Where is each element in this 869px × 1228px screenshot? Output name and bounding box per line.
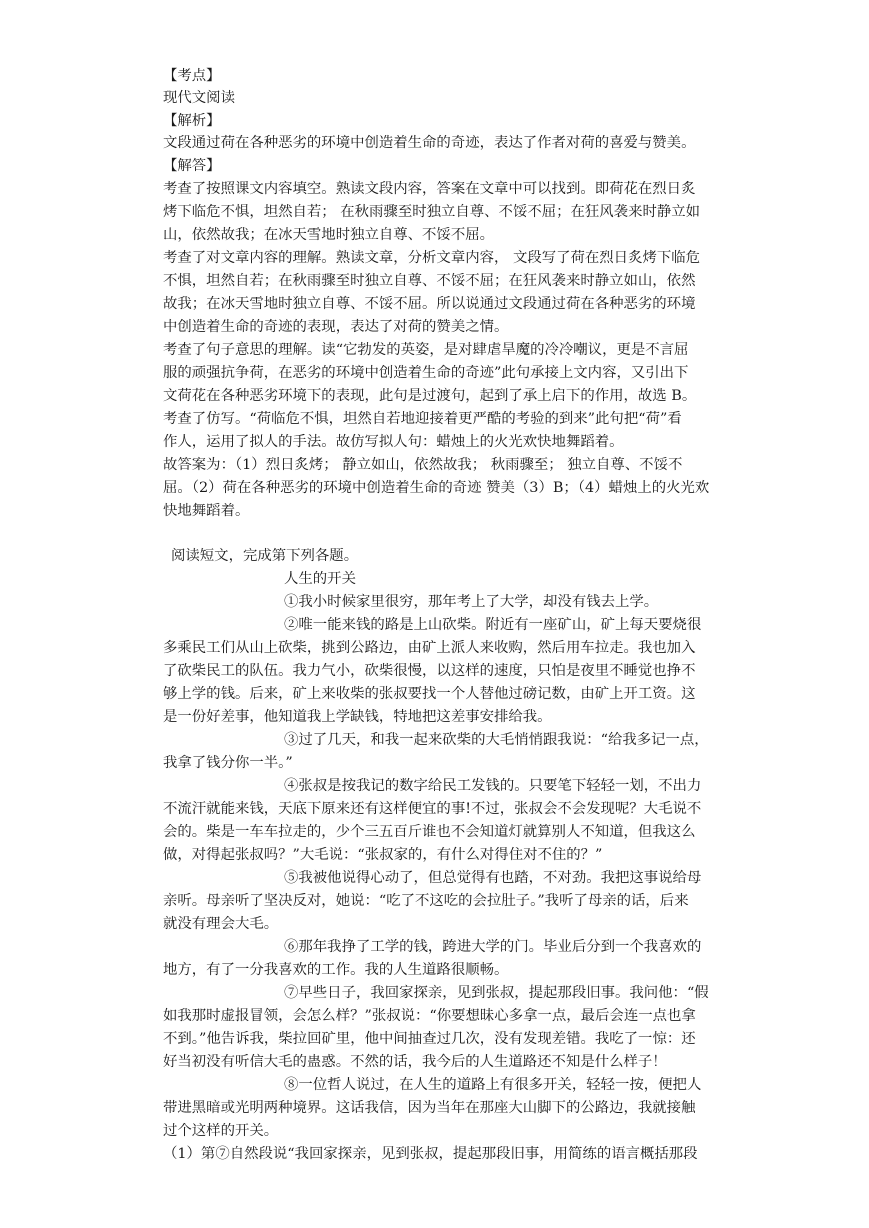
paragraph-8-line: 过个这样的开关。 <box>163 1123 279 1139</box>
answer-line: 故答案为：（1）烈日炙烤； 静立如山，依然故我； 秋雨骤至； 独立自尊、不馁不 <box>163 457 683 473</box>
paragraph-3: ③过了几天，和我一起来砍柴的大毛悄悄跟我说：“给我多记一点， <box>284 732 709 748</box>
paragraph-8-line: 带进黑暗或光明两种境界。这话我信，因为当年在那座大山脚下的公路边，我就接触 <box>163 1100 696 1116</box>
analysis-text: 文段通过荷在各种恶劣的环境中创造着生命的奇迹，表达了作者对荷的喜爱与赞美。 <box>163 135 696 151</box>
paragraph-5-line: 就没有理会大毛。 <box>163 916 279 932</box>
paragraph-4-line: 不流汗就能来钱，天底下原来还有这样便宜的事!不过，张叔会不会发现呢？大毛说不 <box>163 801 702 817</box>
answer-line: 山，依然故我；在冰天雪地时独立自尊、不馁不屈。 <box>163 227 494 243</box>
paragraph-2-line: 多乘民工们从山上砍柴，挑到公路边，由矿上派人来收购，然后用车拉走。我也加入 <box>163 640 696 656</box>
paragraph-2-line: 是一份好差事，他知道我上学缺钱，特地把这差事安排给我。 <box>163 709 552 725</box>
topic-text: 现代文阅读 <box>163 90 235 106</box>
paragraph-2: ②唯一能来钱的路是上山砍柴。附近有一座矿山，矿上每天要烧很 <box>284 617 702 633</box>
paragraph-4-line: 做，对得起张叔吗？”大毛说：“张叔家的，有什么对得住对不住的？” <box>163 847 603 863</box>
paragraph-2-line: 够上学的钱。后来，矿上来收柴的张叔要找一个人替他过磅记数，由矿上开工资。这 <box>163 686 696 702</box>
paragraph-7-line: 如我那时虚报冒领，会怎么样？”张叔说：“你要想昧心多拿一点，最后会连一点也拿 <box>163 1008 696 1024</box>
paragraph-4: ④张叔是按我记的数字给民工发钱的。只要笔下轻轻一划，不出力 <box>284 778 702 794</box>
paragraph-7: ⑦早些日子，我回家探亲，见到张叔，提起那段旧事。我问他：“假 <box>284 985 709 1001</box>
answer-line: 烤下临危不惧，坦然自若； 在秋雨骤至时独立自尊、不馁不屈；在狂风袭来时静立如 <box>163 204 701 220</box>
heading-jiexi: 【解析】 <box>163 113 221 129</box>
paragraph-6: ⑥那年我挣了工学的钱，跨进大学的门。毕业后分到一个我喜欢的 <box>284 939 702 955</box>
article-title: 人生的开关 <box>284 571 356 587</box>
paragraph-7-line: 好当初没有听信大毛的蛊惑。不然的话，我今后的人生道路还不知是什么样子！ <box>163 1054 667 1070</box>
paragraph-7-line: 不到。”他告诉我，柴拉回矿里，他中间抽查过几次，没有发现差错。我吃了一惊：还 <box>163 1031 696 1047</box>
answer-line: 作人，运用了拟人的手法。故仿写拟人句：蜡烛上的火光欢快地舞蹈着。 <box>163 434 624 450</box>
paragraph-5-line: 亲听。母亲听了坚决反对，她说：“吃了不这吃的会拉肚子。”我听了母亲的话，后来 <box>163 893 689 909</box>
paragraph-2-line: 了砍柴民工的队伍。我力气小，砍柴很慢，以这样的速度，只怕是夜里不睡觉也挣不 <box>163 663 696 679</box>
paragraph-6-line: 地方，有了一分我喜欢的工作。我的人生道路很顺畅。 <box>163 962 509 978</box>
answer-line: 考查了仿写。“荷临危不惧，坦然自若地迎接着更严酷的考验的到来”此句把“荷”看 <box>163 411 682 427</box>
paragraph-4-line: 会的。柴是一车车拉走的，少个三五百斤谁也不会知道灯就算别人不知道，但我这么 <box>163 824 696 840</box>
heading-kaodian: 【考点】 <box>163 68 221 84</box>
paragraph-5: ⑤我被他说得心动了，但总觉得有也踏，不对劲。我把这事说给母 <box>284 870 702 886</box>
paragraph-3-line: 我拿了钱分你一半。” <box>163 755 293 771</box>
answer-line: 服的顽强抗争荷，在恶劣的环境中创造着生命的奇迹”此句承接上文内容，又引出下 <box>163 365 689 381</box>
answer-line: 中创造着生命的奇迹的表现，表达了对荷的赞美之情。 <box>163 319 509 335</box>
answer-line: 故我；在冰天雪地时独立自尊、不馁不屈。所以说通过文段通过荷在各种恶劣的环境 <box>163 296 696 312</box>
answer-line: 不惧，坦然自若；在秋雨骤至时独立自尊、不馁不屈；在狂风袭来时静立如山，依然 <box>163 273 696 289</box>
reading-instruction: 阅读短文，完成第下列各题。 <box>171 548 359 564</box>
question-1: （1）第⑦自然段说“我回家探亲，见到张叔，提起那段旧事，用简练的语言概括那段 <box>163 1146 698 1162</box>
answer-line: 考查了对文章内容的理解。熟读文章，分析文章内容， 文段写了荷在烈日炙烤下临危 <box>163 250 701 266</box>
answer-line: 考查了句子意思的理解。读“它勃发的英姿，是对肆虐旱魔的冷冷嘲议，更是不言屈 <box>163 342 689 358</box>
answer-line: 屈。（2）荷在各种恶劣的环境中创造着生命的奇迹 赞美（3）B；（4）蜡烛上的火光欢 <box>163 480 710 496</box>
answer-line: 考查了按照课文内容填空。熟读文段内容，答案在文章中可以找到。即荷花在烈日炙 <box>163 181 696 197</box>
heading-jieda: 【解答】 <box>163 158 221 174</box>
paragraph-8: ⑧一位哲人说过，在人生的道路上有很多开关，轻轻一按，便把人 <box>284 1077 702 1093</box>
answer-line: 文荷花在各种恶劣环境下的表现，此句是过渡句，起到了承上启下的作用，故选 B。 <box>163 388 697 404</box>
answer-line: 快地舞蹈着。 <box>163 503 250 519</box>
paragraph-1: ①我小时候家里很穷，那年考上了大学，却没有钱去上学。 <box>284 594 659 610</box>
